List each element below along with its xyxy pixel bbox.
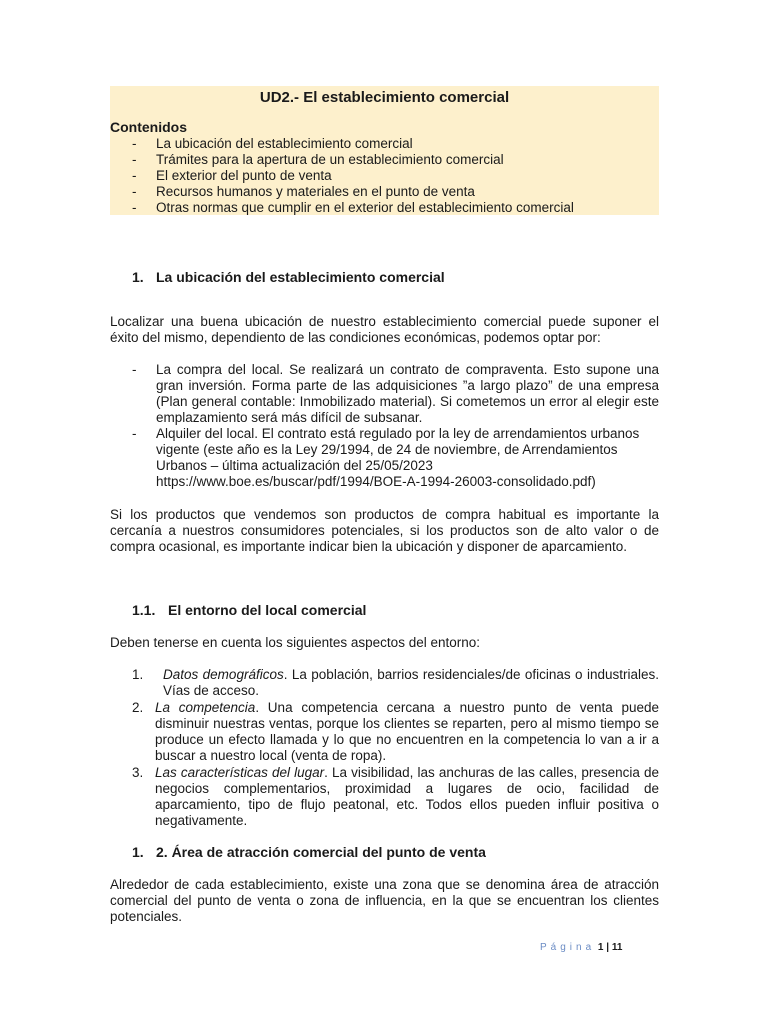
item-text: . La población, barrios residenciales/de oficinas o industriales. Vías de acceso. xyxy=(163,667,659,698)
item-term: La competencia xyxy=(155,700,256,715)
item-term: Las características del lugar xyxy=(155,765,325,780)
contents-heading: Contenidos xyxy=(110,119,187,135)
option-purchase xyxy=(110,362,659,426)
contents-item-text: La ubicación del establecimiento comercial xyxy=(156,136,413,151)
list-dash: - xyxy=(132,362,137,377)
contents-item xyxy=(110,152,574,168)
document-title: UD2.- El establecimiento comercial xyxy=(259,89,510,106)
list-dash: - xyxy=(132,168,137,183)
section-title: La ubicación del establecimiento comercial xyxy=(156,269,445,285)
environment-item xyxy=(110,765,659,829)
contents-item-text: El exterior del punto de venta xyxy=(156,168,332,183)
contents-item xyxy=(110,184,574,200)
item-number: 3. xyxy=(132,765,144,780)
option-text: Alquiler del local. El contrato está regulado por la ley de arrendamientos urbanos vigente (este año es la Ley 29/1994, de 24 de noviembre, de Arrendamientos Urbanos – última actualización del 25/05/2023 https://www.boe.es/buscar/pdf/1994/BOE-A-1994-26003-consolidado.pdf) xyxy=(156,426,640,489)
contents-item xyxy=(110,200,574,216)
section-number: 1.1. xyxy=(132,602,156,618)
page-label: Página xyxy=(540,942,596,953)
contents-box xyxy=(110,86,659,215)
item-body xyxy=(163,667,659,699)
environment-item xyxy=(110,700,659,764)
item-text: . Una competencia cercana a nuestro punto de venta puede disminuir nuestras ventas, porque los clientes se reparten, pero al mismo tiempo se produce un efecto llamada y lo que no encuentren en la competencia lo van a ir a buscar a nuestro local (venta de ropa). xyxy=(155,700,660,763)
list-dash: - xyxy=(132,136,137,151)
section-number: 1. xyxy=(132,269,144,285)
section-1-intro: Localizar una buena ubicación de nuestro establecimiento comercial puede suponer el éxito del mismo, dependiento de las condiciones económicas, podemos optar por: xyxy=(110,314,659,345)
item-number: 2. xyxy=(132,700,144,715)
list-dash: - xyxy=(132,184,137,199)
section-1-2-text: Alrededor de cada establecimiento, existe una zona que se denomina área de atracción comercial del punto de venta o zona de influencia, en la que se encuentran los clientes potenciales. xyxy=(110,877,659,924)
section-1-1-heading xyxy=(132,601,366,619)
section-1-2-heading xyxy=(132,843,486,861)
list-dash: - xyxy=(132,152,137,167)
option-rent xyxy=(110,426,659,490)
contents-item xyxy=(110,136,574,152)
page-number: 1 | 11 xyxy=(597,942,623,953)
section-1-closing: Si los productos que vendemos son productos de compra habitual es importante la cercanía a nuestros consumidores potenciales, si los productos son de alto valor o de compra ocasional, es importante indicar bien la ubicación y disponer de aparcamiento. xyxy=(110,507,659,554)
section-title: El entorno del local comercial xyxy=(168,602,367,618)
environment-item xyxy=(110,667,659,699)
contents-item-text: Trámites para la apertura de un establecimiento comercial xyxy=(156,152,504,167)
list-dash: - xyxy=(132,200,137,215)
contents-item-text: Otras normas que cumplir en el exterior del establecimiento comercial xyxy=(156,200,574,215)
section-1-heading xyxy=(132,268,445,286)
item-term: Datos demográficos xyxy=(163,667,284,682)
item-text: . La visibilidad, las anchuras de las calles, presencia de negocios complementarios, proximidad a lugares de ocio, facilidad de aparcamiento, tipo de flujo peatonal, etc. Todos ellos pueden influir positiva o negativamente. xyxy=(155,765,660,828)
section-1-1-intro: Deben tenerse en cuenta los siguientes aspectos del entorno: xyxy=(110,635,480,650)
item-number: 1. xyxy=(132,667,144,682)
section-number: 1. xyxy=(132,844,144,860)
option-text: La compra del local. Se realizará un contrato de compraventa. Esto supone una gran inversión. Forma parte de las adquisiciones ”a largo plazo” de una empresa (Plan general contable: Inmobilizado material). Si cometemos un error al elegir este emplazamiento será más difícil de subsanar. xyxy=(156,362,659,425)
contents-item xyxy=(110,168,574,184)
item-body xyxy=(155,700,659,764)
section-title: 2. Área de atracción comercial del punto de venta xyxy=(156,844,486,860)
item-body xyxy=(155,765,659,829)
page-footer xyxy=(540,941,622,955)
contents-list xyxy=(110,136,574,216)
list-dash: - xyxy=(132,426,137,441)
contents-item-text: Recursos humanos y materiales en el punto de venta xyxy=(156,184,475,199)
